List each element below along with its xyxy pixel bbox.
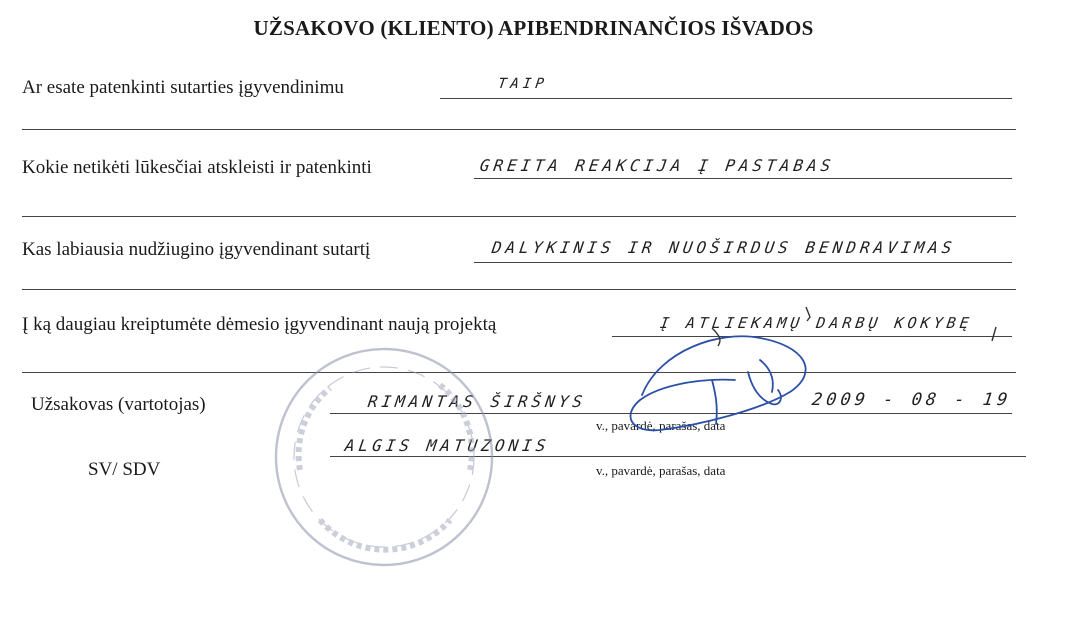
handwritten-strokes bbox=[712, 307, 996, 346]
contractor-caption: v., pavardė, parašas, data bbox=[596, 463, 726, 478]
question-satisfaction: Ar esate patenkinti sutarties įgyvendinimu bbox=[22, 77, 344, 98]
answer-next-project: Į ATLIEKAMŲ DARBŲ KOKYBĘ bbox=[658, 314, 975, 332]
customer-name: RIMANTAS ŠIRŠNYS bbox=[366, 392, 588, 411]
customer-date: 2009 - 08 - 19 bbox=[810, 390, 1013, 410]
question-pleased: Kas labiausia nudžiugino įgyvendinant sutartį bbox=[22, 239, 371, 260]
contractor-name: ALGIS MATUZONIS bbox=[343, 436, 551, 455]
answer-pleased: DALYKINIS IR NUOŠIRDUS BENDRAVIMAS bbox=[490, 238, 957, 257]
round-stamp bbox=[276, 349, 492, 565]
customer-caption: v., pavardė, parašas, data bbox=[596, 418, 726, 433]
document-title: UŽSAKOVO (KLIENTO) APIBENDRINANČIOS IŠVADOS bbox=[253, 16, 814, 40]
customer-label: Užsakovas (vartotojas) bbox=[31, 394, 206, 415]
question-expectations: Kokie netikėti lūkesčiai atskleisti ir patenkinti bbox=[22, 157, 372, 178]
question-next-project: Į ką daugiau kreiptumėte dėmesio įgyvendinant naują projektą bbox=[22, 314, 497, 335]
signature-scribble bbox=[630, 336, 805, 430]
answer-satisfaction: TAIP bbox=[496, 76, 549, 92]
contractor-label: SV/ SDV bbox=[88, 459, 161, 480]
answer-expectations: GREITA REAKCIJA Į PASTABAS bbox=[478, 156, 836, 175]
